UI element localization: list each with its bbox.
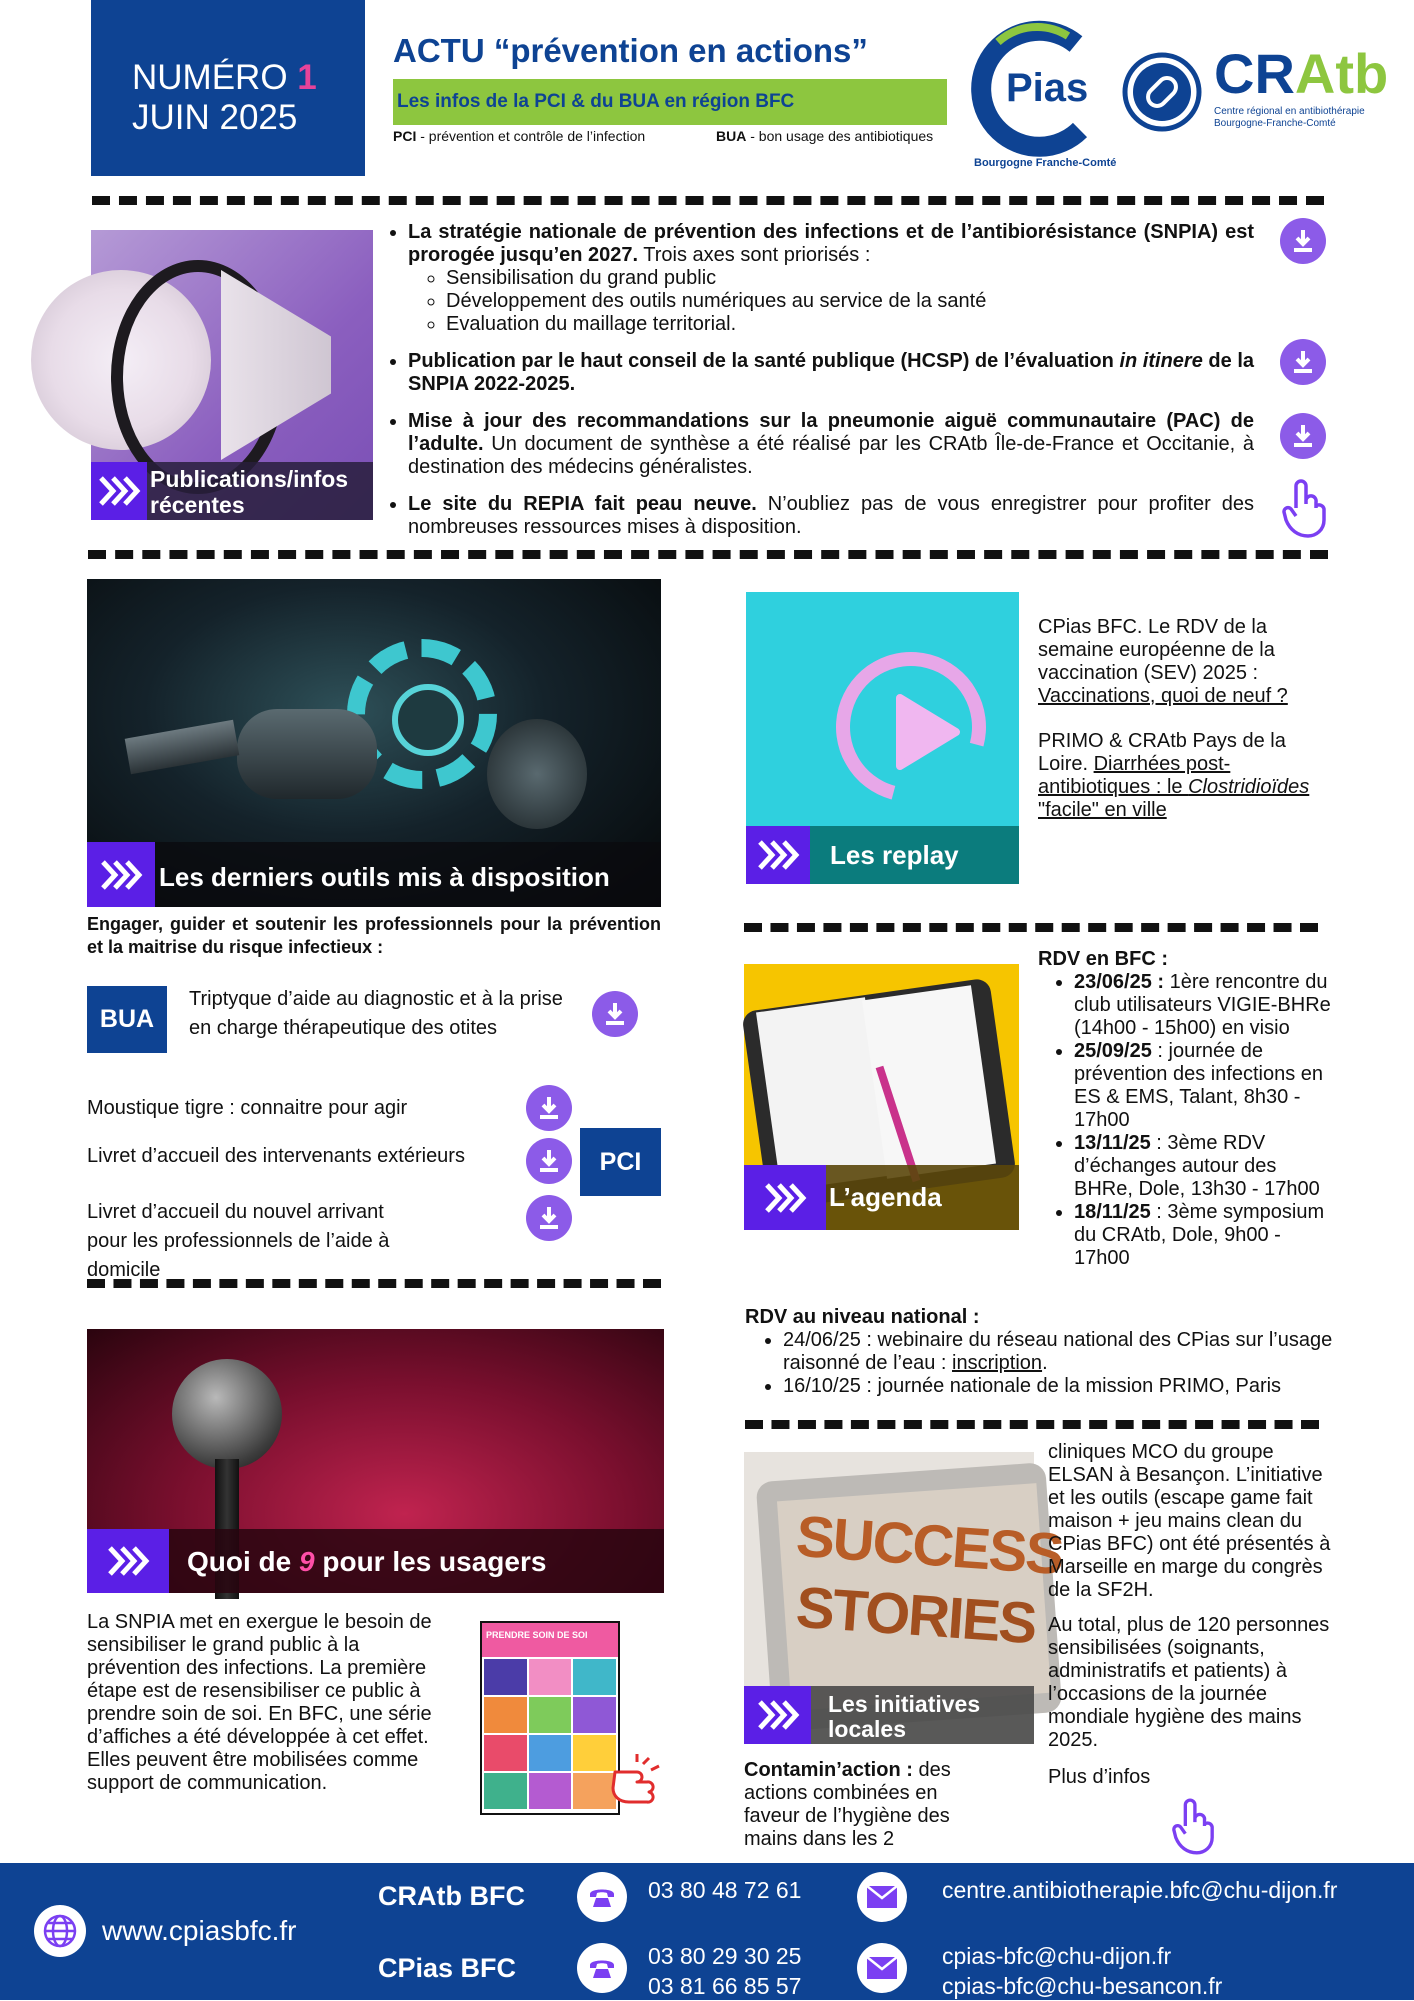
replay-banner: Les replay [830,840,959,870]
outils-banner: Les derniers outils mis à disposition [159,862,610,892]
publication-item: • Mise à jour des recommandations sur la pneumonie aiguë communautaire (PAC) de l’adulte. Un document de synthèse a été réalisé par les CRAtb Île-de-France et Occitanie, à destination des médecins généralistes. [408,410,1254,479]
cratb-logo[interactable] [1122,42,1392,136]
pci-item[interactable]: Livret d’accueil des intervenants extérieurs [87,1145,465,1167]
usagers-banner: Quoi de 9 pour les usagers [187,1546,547,1577]
initiatives-text-right: cliniques MCO du groupe ELSAN à Besançon. L’initiative et les outils (escape game fait maison + jeu mains clean du CPias BFC) ont été présentés à Marseille en marge du congrès de la SF2H. Au total, plus de 120 personnes sensibilisées (soignants, administratifs et patients) à l’occasions de la journée mondiale hygiène des mains 2025. Plus d’infos [1048,1441,1338,1789]
agenda-item: • 25/09/25 : journée de prévention des infections en ES & EMS, Talant, 8h30 - 17h00 [1074,1040,1338,1132]
cpias-label: CPias BFC [378,1953,517,1983]
click-hand-icon[interactable] [607,1754,667,1815]
download-icon[interactable] [526,1138,572,1184]
pointer-hand-icon[interactable] [1280,478,1328,543]
publications-banner: Publications/infos récentes [150,466,349,518]
globe-icon[interactable] [34,1905,86,1957]
pci-badge: PCI [580,1128,661,1196]
download-icon[interactable] [526,1195,572,1241]
mail-icon[interactable] [857,1872,907,1922]
replay-item: PRIMO & CRAtb Pays de la Loire. Diarrhées post-antibiotiques : le Clostridioïdes "facile" en ville [1038,730,1310,821]
inscription-link[interactable]: inscription [952,1352,1043,1374]
website-link[interactable]: www.cpiasbfc.fr [102,1915,297,1946]
chevrons-icon [744,1686,811,1744]
abbreviations [393,128,645,144]
page-title: ACTU “prévention en actions” [393,32,868,69]
pci-item[interactable]: Livret d’accueil du nouvel arrivant pour les professionnels de l’aide à domicile [87,1201,390,1281]
publications-list [388,221,1254,539]
agenda-bfc [1038,948,1338,1270]
cpias-phone[interactable]: 03 80 29 30 25 03 81 66 85 57 [648,1943,802,1999]
agenda-bfc-title: RDV en BFC : [1038,948,1168,970]
publication-item: • Le site du REPIA fait peau neuve. N’oubliez pas de vous enregistrer pour profiter des nombreuses ressources mises à disposition. [408,493,1254,539]
outils-intro: Engager, guider et soutenir les professionnels pour la prévention et la maitrise du risque infectieux : [87,914,661,957]
agenda-item: • 24/06/25 : webinaire du réseau national des CPias sur l’usage raisonné de l’eau : inscription. [783,1329,1335,1375]
issue-prefix: NUMÉRO [132,58,288,97]
publication-item: • La stratégie nationale de prévention des infections et de l’antibiorésistance (SNPIA) est prorogée jusqu’en 2027. Trois axes sont priorisés : ◦ Sensibilisation du grand public ◦ Développement des outils numériques au service de la santé ◦ Evaluation du maillage territorial. [408,221,1254,336]
pci-item[interactable]: Moustique tigre : connaitre pour agir [87,1097,408,1119]
footer [0,1863,1414,2000]
abbreviations-bua [716,128,933,144]
download-icon[interactable] [526,1085,572,1131]
publication-item: • Publication par le haut conseil de la santé publique (HCSP) de l’évaluation in itinere de la SNPIA 2022-2025. [408,350,1254,396]
stories-word: STORIES [794,1574,1038,1657]
cratb-sub1: Centre régional en antibiothérapie [1214,106,1365,117]
cratb-cr: CR [1214,42,1295,105]
subtitle-bar [393,79,947,125]
sub-item: ◦ Développement des outils numériques au service de la santé [446,290,1254,313]
initiatives-banner: Les initiatives locales [828,1691,981,1742]
cratb-email[interactable]: centre.antibiotherapie.bfc@chu-dijon.fr [942,1877,1338,1903]
replay-link[interactable]: Diarrhées post-antibiotiques : le Clostridioïdes "facile" en ville [1038,753,1310,821]
bua-def: - bon usage des antibiotiques [746,128,934,144]
cpias-logo[interactable] [968,22,1117,172]
agenda-item: • 13/11/25 : 3ème RDV d’échanges autour des BHRe, Dole, 13h30 - 17h00 [1074,1132,1338,1201]
bua-badge: BUA [87,986,167,1053]
agenda-item: • 18/11/25 : 3ème symposium du CRAtb, Dole, 9h00 - 17h00 [1074,1201,1338,1270]
replay-text [1038,616,1338,822]
play-icon [886,692,966,772]
cratb-label: CRAtb BFC [378,1881,525,1911]
usagers-text: La SNPIA met en exergue le besoin de sensibiliser le grand public à la prévention des infections. La première étape est de resensibiliser ce public à prendre soin de soi. En BFC, une série d’affiches a été développée à cet effet. Elles peuvent être mobilisées comme support de communication. [87,1611,432,1794]
agenda-banner: L’agenda [829,1182,942,1212]
initiatives-text-left: Contamin’action : des actions combinées en faveur de l’hygiène des mains dans les 2 [744,1759,951,1850]
bua-abbr: BUA [716,128,747,144]
phone-icon[interactable] [577,1943,627,1993]
divider [92,196,1324,205]
cratb-sub2: Bourgogne-Franche-Comté [1214,118,1336,129]
more-info-link[interactable]: Plus d’infos [1048,1766,1151,1788]
agenda-item: • 23/06/25 : 1ère rencontre du club utilisateurs VIGIE-BHRe (14h00 - 15h00) en visio [1074,971,1338,1040]
sub-item: ◦ Sensibilisation du grand public [446,267,1254,290]
download-icon[interactable] [1280,413,1326,459]
bua-item[interactable]: Triptyque d’aide au diagnostic et à la prise en charge thérapeutique des otites [189,988,563,1039]
pill-icon [1122,52,1202,132]
chevrons-icon [744,1165,826,1230]
mail-icon[interactable] [857,1943,907,1993]
poster-thumbnail[interactable] [480,1621,620,1815]
divider [745,1420,1319,1429]
agenda-national [745,1306,1335,1398]
phone-icon[interactable] [577,1872,627,1922]
subtitle: Les infos de la PCI & du BUA en région BFC [397,91,795,112]
issue-box [91,0,365,176]
issue-number: 1 [297,58,317,97]
cpias-email[interactable]: cpias-bfc@chu-dijon.fr cpias-bfc@chu-besancon.fr [942,1943,1223,1999]
chevrons-icon [87,842,155,907]
divider [88,550,1328,559]
agenda-national-title: RDV au niveau national : [745,1306,980,1328]
cratb-atb: Atb [1294,42,1389,105]
agenda-item: • 16/10/25 : journée nationale de la mission PRIMO, Paris [783,1375,1335,1398]
poster-title: PRENDRE SOIN DE SOI [486,1630,588,1640]
chevrons-icon [87,1529,169,1593]
sub-item: ◦ Evaluation du maillage territorial. [446,313,1254,336]
download-icon[interactable] [1280,218,1326,264]
pci-def: - prévention et contrôle de l’infection [416,128,646,144]
issue-date: JUIN 2025 [132,98,298,137]
replay-link[interactable]: Vaccinations, quoi de neuf ? [1038,685,1288,707]
download-icon[interactable] [1280,339,1326,385]
cpias-logo-text: Pias [1006,66,1089,110]
cratb-phone[interactable]: 03 80 48 72 61 [648,1877,802,1903]
cpias-region: Bourgogne Franche-Comté [974,157,1117,169]
divider [744,923,1318,932]
chevrons-icon [91,462,147,520]
pointer-hand-icon[interactable] [1170,1796,1216,1861]
chevrons-icon [746,826,810,884]
divider [87,1279,661,1288]
success-word: SUCCESS [794,1503,1065,1588]
pci-abbr: PCI [393,128,417,144]
replay-item: CPias BFC. Le RDV de la semaine européenne de la vaccination (SEV) 2025 : Vaccinations, quoi de neuf ? [1038,616,1288,707]
download-icon[interactable] [592,991,638,1037]
